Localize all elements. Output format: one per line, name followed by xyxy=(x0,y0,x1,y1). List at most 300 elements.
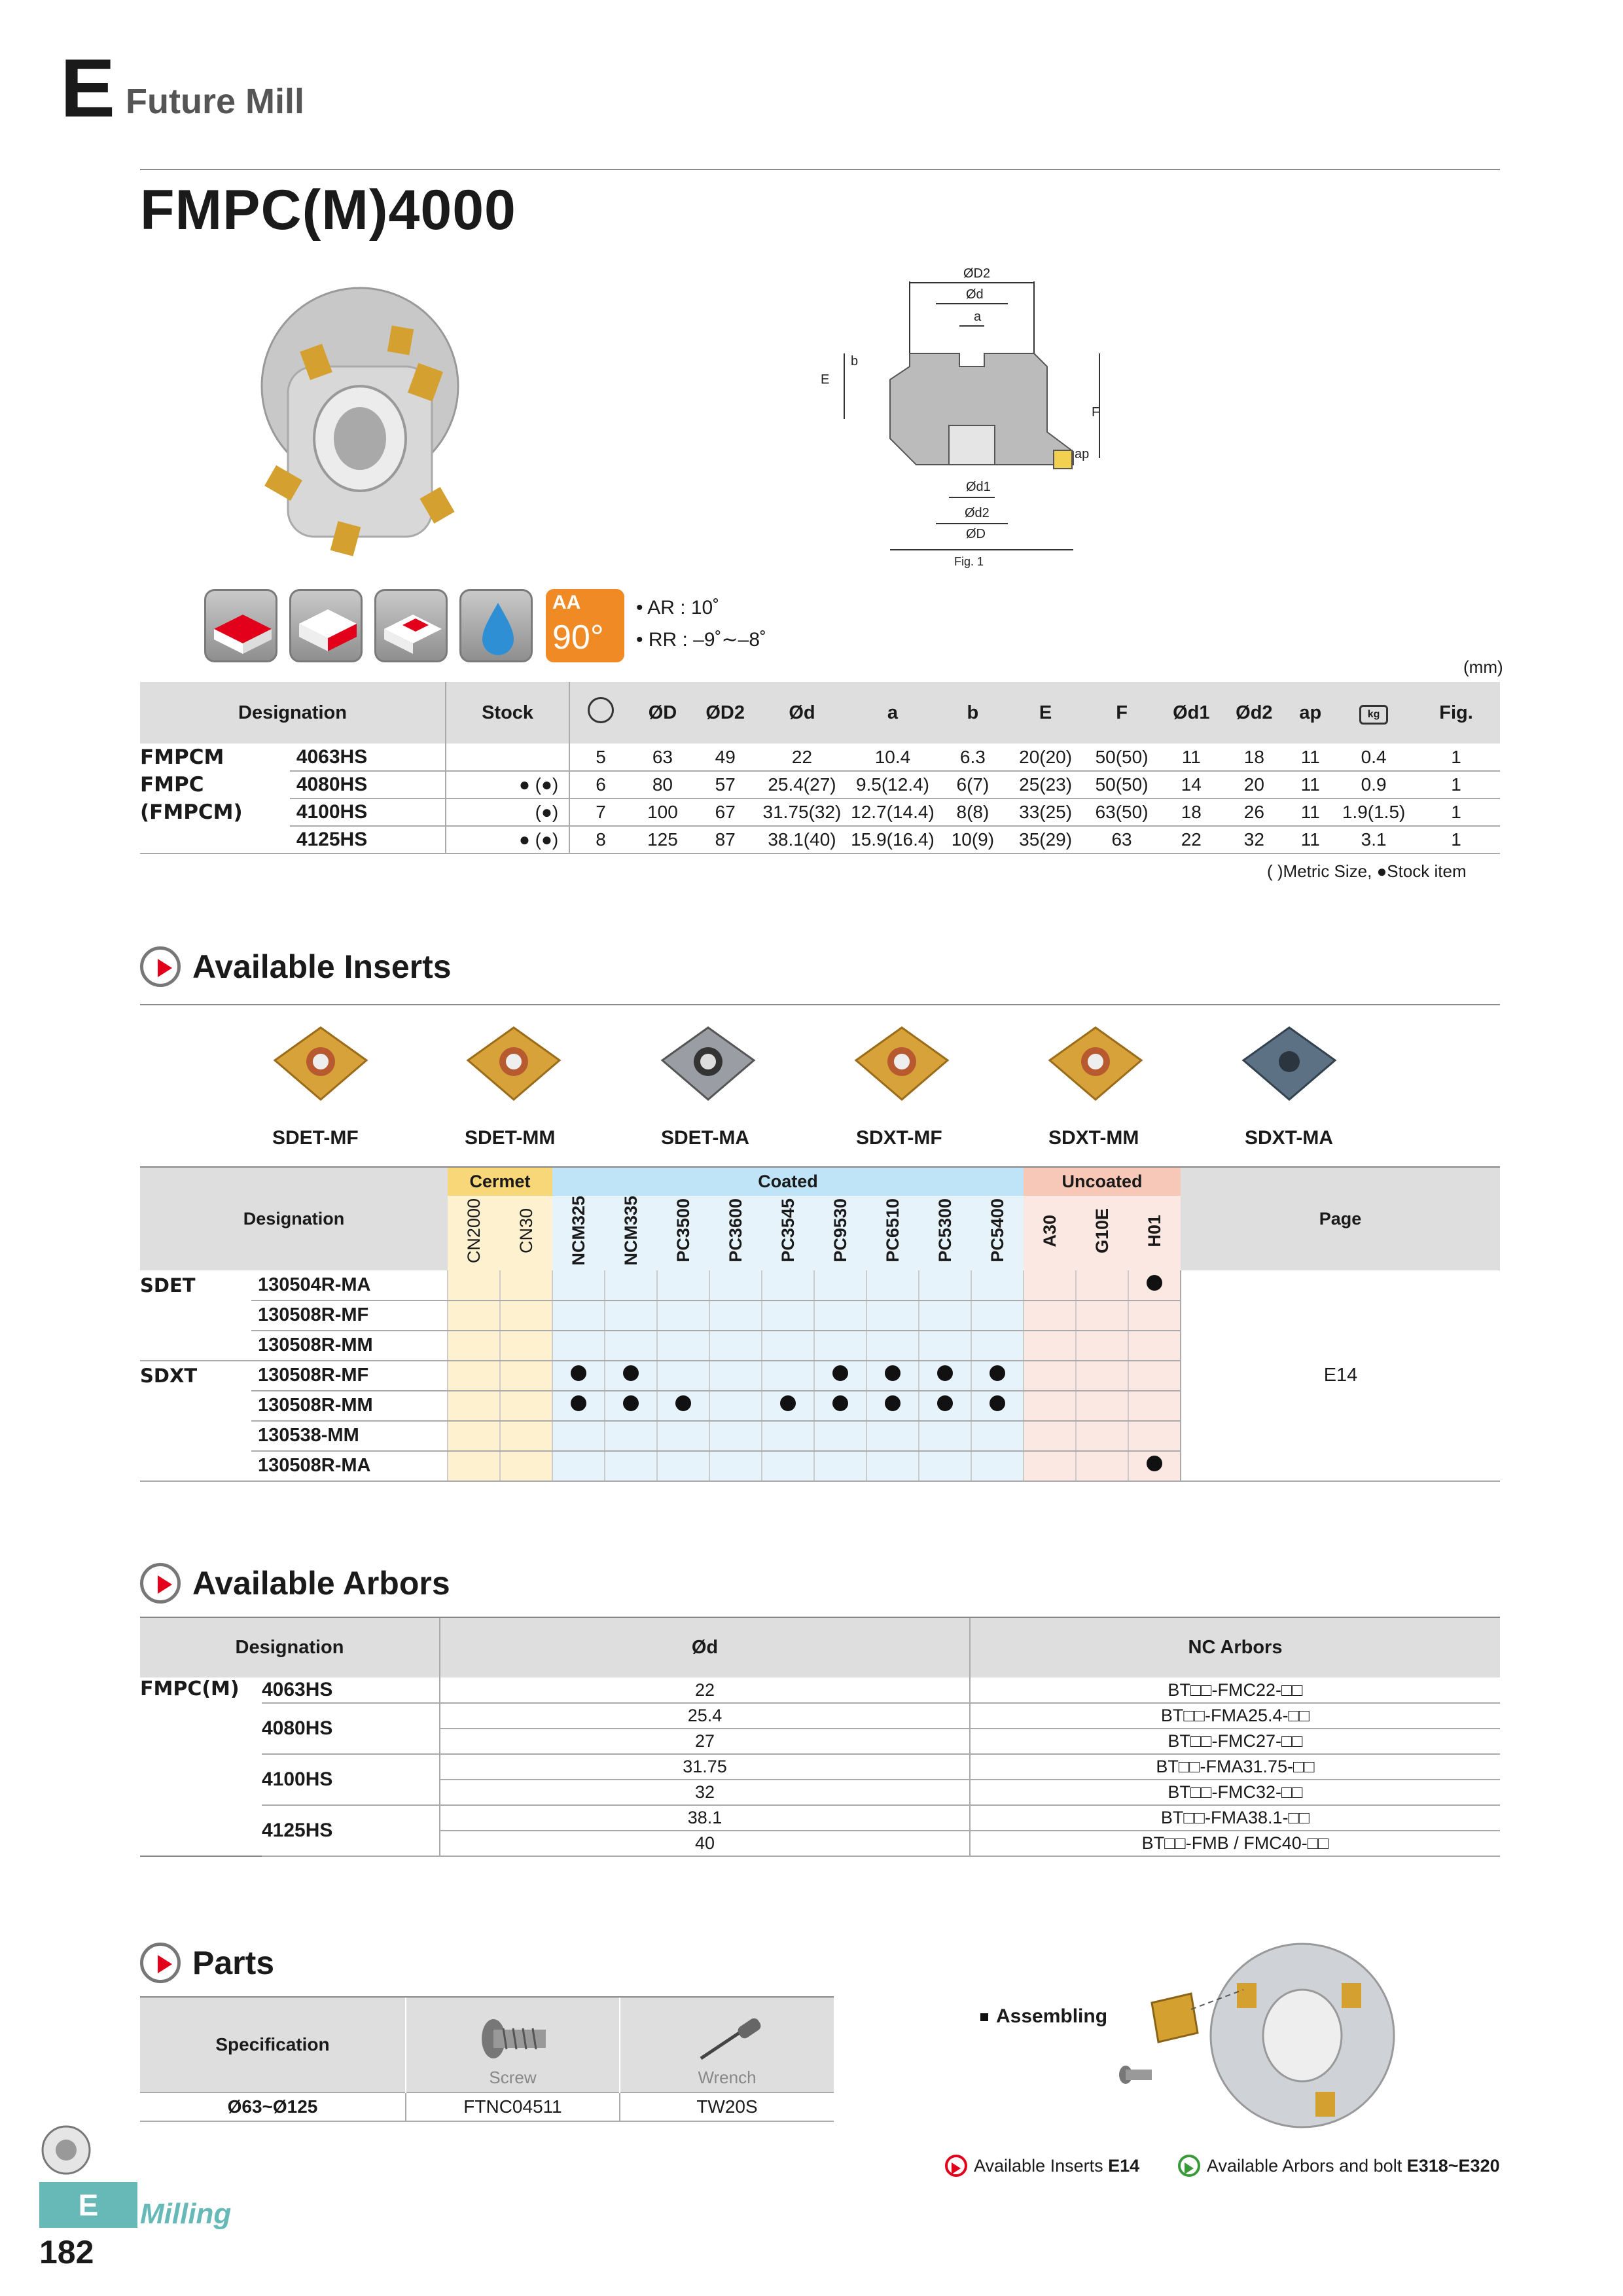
grade-cell xyxy=(448,1391,500,1421)
parts-section-title xyxy=(140,1943,274,1983)
arbor-diameter: 40 xyxy=(440,1831,970,1856)
cell: 63 xyxy=(1084,826,1160,853)
insert-image xyxy=(268,1021,373,1113)
shoulder-milling-icon xyxy=(289,589,363,662)
screw-icon xyxy=(474,2013,552,2065)
arbor-diameter: 38.1 xyxy=(440,1805,970,1831)
link-inserts[interactable] xyxy=(945,2155,1139,2177)
arb-header-nc: NC Arbors xyxy=(970,1617,1500,1677)
label-D2: ØD2 xyxy=(963,266,991,281)
cell: 12.7(14.4) xyxy=(847,798,938,826)
ins-header-designation: Designation xyxy=(140,1167,448,1270)
grade-cell xyxy=(448,1421,500,1451)
grade-cell xyxy=(657,1451,709,1481)
grade-label: PC9530 xyxy=(830,1198,850,1263)
table-row xyxy=(140,1805,1500,1831)
cell: 38.1(40) xyxy=(757,826,847,853)
parts-range: Ø63~Ø125 xyxy=(227,2096,318,2117)
grade-cell xyxy=(448,1361,500,1391)
grade-cell xyxy=(448,1451,500,1481)
grade-cell xyxy=(1128,1451,1181,1481)
cermet-header: Cermet xyxy=(448,1167,552,1196)
cell: 10.4 xyxy=(847,744,938,771)
model-code: 4125HS xyxy=(290,826,446,853)
header-ap: ap xyxy=(1285,682,1335,744)
grade-cell xyxy=(762,1391,814,1421)
grade-cell xyxy=(814,1421,866,1451)
parts-table xyxy=(140,1996,834,2122)
group-label: FMPCM xyxy=(140,745,224,769)
insert-code: 130504R-MA xyxy=(251,1270,448,1300)
screw-code: FTNC04511 xyxy=(406,2092,620,2121)
header-fig: Fig. xyxy=(1412,682,1500,744)
arbor-group-label: FMPC(M) xyxy=(140,1677,262,1856)
stock-dot xyxy=(885,1365,901,1381)
assembling-text: Assembling xyxy=(996,2005,1108,2027)
wrench-code: TW20S xyxy=(620,2092,834,2121)
stock-dot xyxy=(623,1365,639,1381)
arb-header-d: Ød xyxy=(440,1617,970,1677)
grade-cell xyxy=(971,1300,1024,1331)
grade-cell xyxy=(1128,1421,1181,1451)
insert-code: 130508R-MA xyxy=(251,1451,448,1481)
group-label: (FMPCM) xyxy=(140,800,243,824)
stock-dot xyxy=(990,1395,1005,1411)
cell: 6 xyxy=(569,771,632,798)
cell: 1 xyxy=(1412,826,1500,853)
grade-cell xyxy=(919,1451,971,1481)
cell: 8 xyxy=(569,826,632,853)
section-heading: Parts xyxy=(192,1945,275,1981)
grade-cell xyxy=(657,1331,709,1361)
cell: 67 xyxy=(694,798,757,826)
cell: 6(7) xyxy=(938,771,1007,798)
nc-arbor-code: BT□□-FMB / FMC40-□□ xyxy=(970,1831,1500,1856)
grade-cell xyxy=(605,1300,657,1331)
teeth-icon xyxy=(569,682,632,744)
cell: 11 xyxy=(1285,744,1335,771)
assembly-image xyxy=(1099,1937,1400,2134)
lead-angle-badge xyxy=(546,589,624,662)
grade-cell xyxy=(709,1300,762,1331)
cell: 14 xyxy=(1160,771,1222,798)
grade-cell xyxy=(971,1391,1024,1421)
link-ref: E14 xyxy=(1108,2155,1140,2176)
table-row xyxy=(140,798,1500,826)
screw-label: Screw xyxy=(489,2068,537,2087)
grade-cell xyxy=(605,1361,657,1391)
grade-cell xyxy=(709,1421,762,1451)
arrow-right-icon xyxy=(945,2155,967,2177)
fig-caption: Fig. 1 xyxy=(954,555,984,568)
arbor-diameter: 22 xyxy=(440,1677,970,1703)
insert-image xyxy=(656,1021,760,1113)
insert-family xyxy=(140,1300,251,1331)
header-D: ØD xyxy=(632,682,694,744)
grade-cell xyxy=(762,1300,814,1331)
grade-cell xyxy=(500,1361,552,1391)
cell: 63(50) xyxy=(1084,798,1160,826)
grade-cell xyxy=(919,1361,971,1391)
grade-cell xyxy=(919,1270,971,1300)
header-F: F xyxy=(1084,682,1160,744)
face-milling-icon xyxy=(204,589,277,662)
cell: 31.75(32) xyxy=(757,798,847,826)
cell: 0.4 xyxy=(1335,744,1412,771)
grade-cell xyxy=(552,1270,605,1300)
parts-header-spec: Specification xyxy=(140,1997,406,2092)
cell: 6.3 xyxy=(938,744,1007,771)
insert-family xyxy=(140,1391,251,1421)
section-letter: E xyxy=(60,42,116,134)
arrow-right-icon xyxy=(1178,2155,1200,2177)
cell: 87 xyxy=(694,826,757,853)
insert-family: SDET xyxy=(140,1274,196,1297)
grade-header xyxy=(1024,1196,1076,1270)
grade-cell xyxy=(919,1300,971,1331)
grade-cell xyxy=(1024,1421,1076,1451)
page-ref: E14 xyxy=(1181,1270,1500,1481)
grade-cell xyxy=(657,1361,709,1391)
bullet-icon xyxy=(980,2013,988,2021)
label-b: b xyxy=(851,354,859,368)
grade-cell xyxy=(500,1300,552,1331)
play-icon xyxy=(140,1563,181,1604)
grade-cell xyxy=(657,1391,709,1421)
grade-cell xyxy=(605,1421,657,1451)
shape-label: SDET-MM xyxy=(465,1127,556,1149)
grade-header xyxy=(971,1196,1024,1270)
section-heading: Available Inserts xyxy=(192,948,452,985)
grade-cell xyxy=(448,1300,500,1331)
section-heading: Available Arbors xyxy=(192,1565,450,1602)
page-number: 182 xyxy=(39,2234,94,2270)
cell: 5 xyxy=(569,744,632,771)
stock-dot xyxy=(623,1395,639,1411)
grade-cell xyxy=(1076,1300,1128,1331)
spec-table xyxy=(140,682,1500,854)
grade-cell xyxy=(971,1421,1024,1451)
cell: 50(50) xyxy=(1084,744,1160,771)
shape-label: SDXT-MF xyxy=(856,1127,942,1149)
arbor-diameter: 27 xyxy=(440,1729,970,1754)
cell: 20(20) xyxy=(1007,744,1083,771)
grade-label: PC3600 xyxy=(725,1198,745,1263)
cell: 7 xyxy=(569,798,632,826)
header-a: a xyxy=(847,682,938,744)
grade-cell xyxy=(971,1331,1024,1361)
shape-label: SDXT-MA xyxy=(1245,1127,1333,1149)
cell: 18 xyxy=(1160,798,1222,826)
cell: 11 xyxy=(1285,771,1335,798)
cell: 10(9) xyxy=(938,826,1007,853)
grade-cell xyxy=(657,1300,709,1331)
unit-label: (mm) xyxy=(1463,657,1503,677)
spec-note: ( )Metric Size, ●Stock item xyxy=(1267,861,1467,881)
cutter-thumbnail-icon xyxy=(39,2121,93,2179)
nc-arbor-code: BT□□-FMC22-□□ xyxy=(970,1677,1500,1703)
arbors-table xyxy=(140,1617,1500,1857)
grade-label: PC5400 xyxy=(987,1198,1007,1263)
grade-cell xyxy=(500,1270,552,1300)
insert-image xyxy=(461,1021,566,1113)
section-tab: E xyxy=(39,2182,137,2228)
insert-family xyxy=(140,1331,251,1361)
stock-dot xyxy=(675,1395,691,1411)
grade-cell xyxy=(1024,1391,1076,1421)
product-title: FMPC(M)4000 xyxy=(140,179,516,242)
label-F: F xyxy=(1092,405,1100,420)
link-ref: E318~E320 xyxy=(1406,2155,1500,2176)
grade-cell xyxy=(552,1300,605,1331)
table-row xyxy=(140,1703,1500,1729)
grade-cell xyxy=(814,1270,866,1300)
grade-label: CN2000 xyxy=(463,1198,484,1263)
cell: 9.5(12.4) xyxy=(847,771,938,798)
cell: 33(25) xyxy=(1007,798,1083,826)
grade-header xyxy=(762,1196,814,1270)
stock-dot xyxy=(885,1395,901,1411)
cell: 63 xyxy=(632,744,694,771)
grade-cell xyxy=(814,1451,866,1481)
cell: 50(50) xyxy=(1084,771,1160,798)
insert-grade-body xyxy=(140,1270,1500,1481)
grade-cell xyxy=(552,1391,605,1421)
header-b: b xyxy=(938,682,1007,744)
grade-label: G10E xyxy=(1092,1208,1112,1253)
lead-angle-value: 90° xyxy=(552,619,604,656)
header-d: Ød xyxy=(757,682,847,744)
label-D: ØD xyxy=(966,527,986,541)
model-code: 4063HS xyxy=(290,744,446,771)
shape-label: SDXT-MM xyxy=(1048,1127,1139,1149)
grade-cell xyxy=(866,1451,919,1481)
stock-cell: (●) xyxy=(446,798,569,826)
arbors-section-title xyxy=(140,1563,450,1604)
label-d1: Ød1 xyxy=(966,480,991,494)
dimension-diagram xyxy=(812,262,1152,576)
nc-arbor-code: BT□□-FMA38.1-□□ xyxy=(970,1805,1500,1831)
grade-cell xyxy=(866,1391,919,1421)
table-row xyxy=(140,1677,1500,1703)
cell: 35(29) xyxy=(1007,826,1083,853)
cell: 125 xyxy=(632,826,694,853)
play-icon xyxy=(140,1943,181,1983)
section-tab-name: Milling xyxy=(140,2198,232,2230)
model-code: 4080HS xyxy=(290,771,446,798)
cell: 57 xyxy=(694,771,757,798)
stock-dot xyxy=(1147,1275,1162,1291)
grade-cell xyxy=(971,1361,1024,1391)
table-row xyxy=(140,1754,1500,1780)
arbors-body xyxy=(140,1677,1500,1856)
cell: 3.1 xyxy=(1335,826,1412,853)
insert-shape-labels xyxy=(249,1127,1361,1153)
arb-header-designation: Designation xyxy=(140,1617,440,1677)
arbor-model: 4125HS xyxy=(262,1805,440,1856)
coated-header: Coated xyxy=(552,1167,1024,1196)
cell: 0.9 xyxy=(1335,771,1412,798)
cell: 1 xyxy=(1412,798,1500,826)
section-name: Future Mill xyxy=(126,82,304,121)
grade-cell xyxy=(1024,1300,1076,1331)
cell: 49 xyxy=(694,744,757,771)
grade-cell xyxy=(1076,1391,1128,1421)
grade-header xyxy=(1076,1196,1128,1270)
grade-cell xyxy=(1024,1270,1076,1300)
cell: 22 xyxy=(1160,826,1222,853)
grade-label: PC5300 xyxy=(935,1198,955,1263)
header-d1: Ød1 xyxy=(1160,682,1222,744)
grade-cell xyxy=(1128,1300,1181,1331)
table-row xyxy=(140,771,1500,798)
nc-arbor-code: BT□□-FMA25.4-□□ xyxy=(970,1703,1500,1729)
header-rule xyxy=(140,169,1500,170)
grade-cell xyxy=(762,1331,814,1361)
insert-code: 130508R-MF xyxy=(251,1361,448,1391)
insert-images xyxy=(249,1021,1361,1132)
cell: 20 xyxy=(1222,771,1285,798)
grade-cell xyxy=(814,1300,866,1331)
cell: 11 xyxy=(1160,744,1222,771)
cell: 1.9(1.5) xyxy=(1335,798,1412,826)
grade-cell xyxy=(1128,1331,1181,1361)
grade-cell xyxy=(605,1270,657,1300)
grade-cell xyxy=(919,1391,971,1421)
header-E: E xyxy=(1007,682,1083,744)
header-D2: ØD2 xyxy=(694,682,757,744)
wrench-header xyxy=(620,1997,834,2092)
grade-cell xyxy=(605,1391,657,1421)
cutter-product-image xyxy=(229,275,471,563)
grade-cell xyxy=(1128,1361,1181,1391)
arbor-model: 4063HS xyxy=(262,1677,440,1703)
ins-header-page: Page xyxy=(1181,1167,1500,1270)
grade-cell xyxy=(1076,1421,1128,1451)
grade-label: PC6510 xyxy=(882,1198,902,1263)
grade-cell xyxy=(709,1270,762,1300)
insert-code: 130508R-MF xyxy=(251,1300,448,1331)
grade-cell xyxy=(1076,1451,1128,1481)
grade-label: CN30 xyxy=(516,1208,536,1253)
insert-image xyxy=(849,1021,954,1113)
cell: 15.9(16.4) xyxy=(847,826,938,853)
model-code: 4100HS xyxy=(290,798,446,826)
label-E: E xyxy=(821,372,830,387)
label-d2: Ød2 xyxy=(965,506,990,520)
insert-code: 130508R-MM xyxy=(251,1331,448,1361)
label-d: Ød xyxy=(966,287,984,302)
grade-cell xyxy=(1128,1391,1181,1421)
cell: 25.4(27) xyxy=(757,771,847,798)
grade-cell xyxy=(1024,1451,1076,1481)
arbor-diameter: 32 xyxy=(440,1780,970,1805)
insert-family xyxy=(140,1451,251,1481)
grade-cell xyxy=(762,1451,814,1481)
grade-cell xyxy=(448,1331,500,1361)
grade-cell xyxy=(500,1451,552,1481)
grade-cell xyxy=(709,1451,762,1481)
shape-label: SDET-MF xyxy=(272,1127,359,1149)
slot-milling-icon xyxy=(374,589,448,662)
link-arbors[interactable] xyxy=(1178,2155,1500,2177)
grade-cell xyxy=(1076,1331,1128,1361)
grade-cell xyxy=(1024,1361,1076,1391)
grade-cell xyxy=(971,1451,1024,1481)
insert-image xyxy=(1043,1021,1148,1113)
cell: 80 xyxy=(632,771,694,798)
arbor-diameter: 31.75 xyxy=(440,1754,970,1780)
grade-header xyxy=(919,1196,971,1270)
grade-cell xyxy=(500,1421,552,1451)
header-stock: Stock xyxy=(446,682,569,744)
cell: 32 xyxy=(1222,826,1285,853)
grade-header xyxy=(500,1196,552,1270)
grade-cell xyxy=(709,1391,762,1421)
arbor-model: 4080HS xyxy=(262,1703,440,1754)
grade-label: PC3545 xyxy=(777,1198,798,1263)
grade-cell xyxy=(866,1300,919,1331)
grade-cell xyxy=(971,1270,1024,1300)
grade-cell xyxy=(866,1331,919,1361)
grade-cell xyxy=(1076,1270,1128,1300)
grade-header xyxy=(709,1196,762,1270)
grade-label: PC3500 xyxy=(673,1198,693,1263)
label-ap: ap xyxy=(1075,447,1090,461)
cell: 100 xyxy=(632,798,694,826)
stock-dot xyxy=(1147,1456,1162,1471)
cell: 11 xyxy=(1285,798,1335,826)
link-label: Available Inserts xyxy=(974,2155,1103,2176)
grade-cell xyxy=(1076,1361,1128,1391)
wrench-label: Wrench xyxy=(698,2068,757,2087)
grade-header xyxy=(657,1196,709,1270)
radial-rake: • RR : –9˚∼–8˚ xyxy=(636,629,767,651)
stock-cell: ● (●) xyxy=(446,771,569,798)
grade-cell xyxy=(657,1270,709,1300)
grade-cell xyxy=(552,1331,605,1361)
grade-cell xyxy=(866,1270,919,1300)
cell: 8(8) xyxy=(938,798,1007,826)
grade-label: H01 xyxy=(1144,1214,1164,1247)
stock-cell: ● (●) xyxy=(446,826,569,853)
stock-cell xyxy=(446,744,569,771)
grade-cell xyxy=(919,1421,971,1451)
grade-cell xyxy=(762,1421,814,1451)
inserts-rule xyxy=(140,1004,1500,1005)
group-label-empty xyxy=(140,826,290,853)
insert-family xyxy=(140,1421,251,1451)
table-row xyxy=(140,826,1500,853)
insert-family: SDXT xyxy=(140,1365,198,1388)
insert-image xyxy=(1237,1021,1342,1113)
cell: 26 xyxy=(1222,798,1285,826)
cell: 22 xyxy=(757,744,847,771)
grade-cell xyxy=(552,1451,605,1481)
grade-cell xyxy=(762,1361,814,1391)
grade-cell xyxy=(1024,1331,1076,1361)
nc-arbor-code: BT□□-FMC27-□□ xyxy=(970,1729,1500,1754)
header-designation: Designation xyxy=(140,682,446,744)
cell: 18 xyxy=(1222,744,1285,771)
insert-code: 130538-MM xyxy=(251,1421,448,1451)
grade-cell xyxy=(657,1421,709,1451)
insert-grade-table xyxy=(140,1166,1500,1482)
stock-dot xyxy=(571,1365,586,1381)
grade-label: NCM325 xyxy=(568,1196,588,1266)
stock-dot xyxy=(780,1395,796,1411)
grade-label: NCM335 xyxy=(620,1196,641,1266)
